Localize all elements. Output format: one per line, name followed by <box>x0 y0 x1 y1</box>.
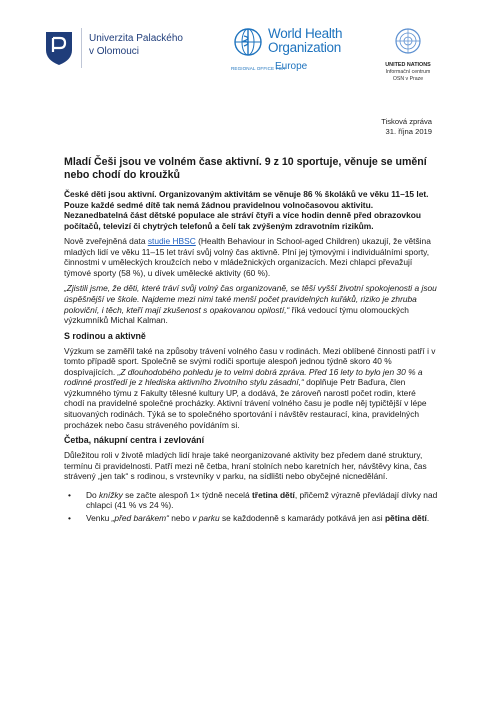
university-name: Univerzita Palackého v Olomouci <box>89 33 183 57</box>
letterhead <box>0 24 500 84</box>
un-emblem-icon <box>393 26 423 56</box>
list-item: • Venku „před barákem“ nebo v parku se každodenně s kamarády potkává jen asi pětina dětí. <box>68 512 430 523</box>
who-emblem-icon <box>232 26 264 58</box>
press-release-date: 31. října 2019 <box>385 127 432 136</box>
un-office-location: OSN v Praze <box>392 76 424 82</box>
paragraph-unstructured: Důležitou roli v životě mladých lidí hraje také neorganizované aktivity bez předem dané struktury, termínu či pravidelnosti. Patří mezi ně četba, hraní stolních nebo karetních her, návštěvy kina, čas strávený „jen tak“ s rodinou, s vrstevníky v parku, na sídlišti nebo obyčejné nicnedělání. <box>64 450 427 482</box>
bullet-list <box>64 490 438 523</box>
bullet-icon: • <box>68 512 71 523</box>
up-logo-icon <box>44 30 74 66</box>
press-release-info <box>381 117 432 137</box>
logo-divider <box>81 28 82 68</box>
section-heading-reading: Četba, nákupní centra i zevlování <box>64 435 205 446</box>
un-info-centre: Informační centrum <box>385 69 431 75</box>
section-heading-family: S rodinou a aktivně <box>64 330 146 341</box>
un-title: UNITED NATIONS <box>385 62 431 68</box>
article-title: Mladí Češi jsou ve volném čase aktivní. 9 z 10 sportuje, věnuje se umění nebo chodí do kroužků <box>64 156 427 181</box>
who-regional-label: REGIONAL OFFICE FOR <box>231 66 286 71</box>
bullet-icon: • <box>68 489 71 500</box>
paragraph-quote-kalman: „Zjistili jsme, že děti, které tráví svůj volný čas organizovaně, se těší vyšší životní spokojenosti a jsou úspěšnější ve škole. Najdeme mezi nimi také menší počet pravidelných kuřáků, riziko je zhruba poloviční, i těch, kteří mají zkušenost s opakovanou opilostí,“ říká vedoucí týmu olomouckých výzkumníků Michal Kalman. <box>64 283 437 326</box>
paragraph-family: Výzkum se zaměřil také na způsoby trávení volného času v rodinách. Mezi oblíbené činnosti patří i v tomto případě sport. Společně se svými rodiči sportuje alespoň jednou týdně skoro 40 % dospívajících. „Z dlouhodobého pohledu je to velmi dobrá zpráva. Před 16 lety to bylo jen 30 % a rodinné prostředí je z hlediska aktivního životního stylu zásadní,“ doplňuje Petr Baďura, člen výzkumného týmu z Fakulty tělesné kultury UP, a dodává, že zároveň narostl počet rodin, které chodí na pravidelné společné procházky. Aktivní trávení volného času je podle něj typičtější v lépe situovaných rodinách. Týká se to společného sportování i návštěv restaurací, kina, pravidelných procházek nebo času stráveného povídáním si. <box>64 345 436 430</box>
article-lead: České děti jsou aktivní. Organizovaným aktivitám se věnuje 86 % školáků ve věku 11–15 let. Pouze každé sedmé dítě tak nemá žádnou pravidelnou volnočasovou aktivitu. Nezanedbatelná část dětské populace ale stráví čtyři a více hodin denně před obrazovkou počítačů, televizí či chytrých telefonů a čelí tak zvýšeným zdravotním rizikům. <box>64 189 429 231</box>
hbsc-study-link[interactable]: studie HBSC <box>147 236 196 247</box>
list-item: • Do knížky se začte alespoň 1× týdně necelá třetina dětí, přičemž výrazně převládají dívky nad chlapci (41 % vs 24 %). <box>68 489 438 511</box>
who-name: World Health Organization <box>268 26 343 55</box>
who-europe-label: Europe <box>275 61 308 72</box>
paragraph-study: Nově zveřejněná data studie HBSC (Health Behaviour in School-aged Children) ukazují, že většina mladých lidí ve věku 11–15 let tráví svůj volný čas aktivně. Plní jej týmovými i individuálními sporty, činnostmi v uměleckých kroužcích nebo v mládežnických organizacích. Mezi chlapci převažují týmové sporty (58 %), u dívek umělecké aktivity (60 %). <box>64 236 431 278</box>
press-release-label: Tisková zpráva <box>381 117 432 126</box>
article-body <box>64 156 438 525</box>
